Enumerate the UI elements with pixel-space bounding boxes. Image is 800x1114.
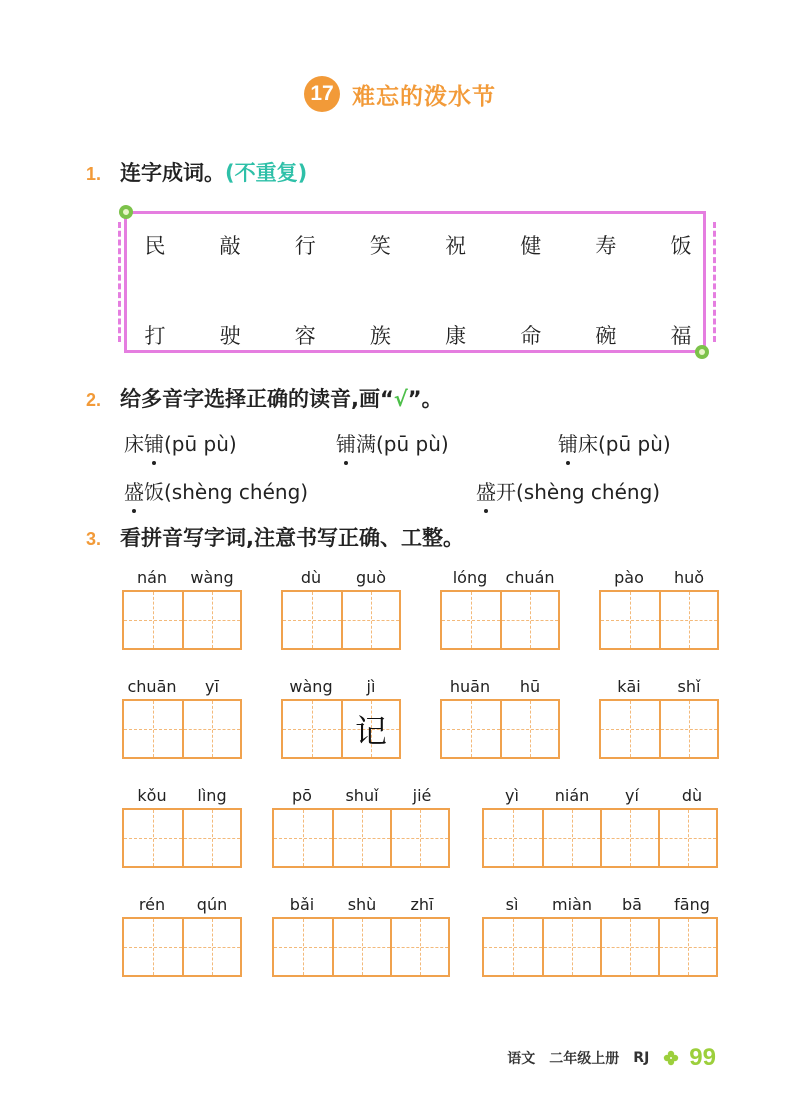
written-character: [274, 810, 332, 866]
question-note: (不重复): [225, 161, 308, 185]
writing-cell[interactable]: [600, 810, 658, 866]
marked-character: 铺: [558, 428, 578, 457]
character-item[interactable]: 康: [445, 324, 467, 348]
writing-cell[interactable]: [182, 810, 240, 866]
marked-character: 铺: [144, 428, 164, 457]
question-number: 2.: [86, 390, 102, 410]
writing-cell[interactable]: [124, 919, 182, 975]
writing-cell[interactable]: [658, 919, 716, 975]
pinyin-row: [122, 568, 242, 587]
written-character: [184, 592, 240, 648]
writing-grid: [272, 917, 450, 977]
lesson-title: 难忘的泼水节: [352, 83, 496, 110]
writing-cell[interactable]: [124, 592, 182, 648]
character-item[interactable]: 民: [144, 234, 166, 258]
question-number: 1.: [86, 164, 102, 184]
writing-cell[interactable]: [659, 592, 717, 648]
character-item[interactable]: 行: [294, 234, 316, 258]
written-character: [334, 919, 390, 975]
pinyin-syllable: jì: [366, 677, 376, 696]
pinyin-syllable: dù: [300, 568, 322, 587]
pinyin-syllable: yí: [625, 786, 639, 805]
question-number: 3.: [86, 529, 102, 549]
writing-cell[interactable]: [182, 919, 240, 975]
pinyin-row: [122, 677, 242, 696]
written-character: [544, 919, 600, 975]
pinyin-syllable: nán: [136, 568, 168, 587]
pinyin-syllable: miàn: [552, 895, 592, 914]
pinyin-row: [122, 786, 242, 805]
written-character: [392, 919, 448, 975]
written-character: [602, 919, 658, 975]
pinyin-syllable: huǒ: [673, 568, 705, 587]
writing-cell[interactable]: [332, 919, 390, 975]
written-character: [660, 919, 716, 975]
pinyin-syllable: nián: [554, 786, 590, 805]
written-character: [661, 592, 717, 648]
writing-cell[interactable]: [600, 919, 658, 975]
pinyin-row: [122, 895, 242, 914]
character-item[interactable]: 笑: [369, 234, 391, 258]
pinyin-syllable: hū: [519, 677, 541, 696]
marked-character: 盛: [476, 476, 496, 505]
pinyin-syllable: kǒu: [137, 786, 167, 805]
writing-grid: [482, 917, 718, 977]
pinyin-options[interactable]: (pū pù): [164, 432, 237, 456]
question-2-heading: [86, 383, 443, 413]
page-title: [0, 76, 800, 112]
writing-grid: [122, 590, 242, 650]
character-item[interactable]: 族: [369, 324, 391, 348]
character-item[interactable]: 驶: [219, 324, 241, 348]
writing-cell[interactable]: [341, 592, 399, 648]
pinyin-options[interactable]: (shèng chéng): [164, 480, 309, 504]
written-character: [602, 810, 658, 866]
writing-cell[interactable]: [182, 701, 240, 757]
written-character: [502, 701, 558, 757]
pinyin-syllable: guò: [355, 568, 387, 587]
pinyin-syllable: yì: [505, 786, 519, 805]
question-1-heading: [86, 157, 307, 187]
pinyin-syllable: pō: [292, 786, 312, 805]
writing-grid: [482, 808, 718, 868]
flower-icon: [118, 204, 134, 220]
writing-cell[interactable]: [390, 919, 448, 975]
pinyin-syllable: bǎi: [289, 895, 315, 914]
writing-grid: [272, 808, 450, 868]
footer-subject: 语文: [507, 1051, 536, 1067]
pronunciation-item: 铺床(pū pù): [558, 428, 671, 457]
pinyin-row: [281, 677, 401, 696]
written-character: [601, 592, 659, 648]
pinyin-row: [281, 568, 401, 587]
character-item[interactable]: 容: [294, 324, 316, 348]
writing-cell[interactable]: [332, 810, 390, 866]
pinyin-row: [482, 895, 722, 914]
pinyin-syllable: zhī: [410, 895, 434, 914]
written-character: [334, 810, 390, 866]
character-row-top: [140, 230, 696, 260]
writing-grid: [122, 917, 242, 977]
writing-grid: [440, 699, 560, 759]
pinyin-syllable: fāng: [674, 895, 710, 914]
pinyin-syllable: huān: [449, 677, 491, 696]
footer-edition: RJ: [633, 1050, 650, 1066]
writing-grid: [281, 699, 401, 759]
flower-icon: [694, 344, 710, 360]
pinyin-options[interactable]: (shèng chéng): [516, 480, 661, 504]
pinyin-syllable: shǐ: [677, 677, 701, 696]
writing-cell[interactable]: [500, 592, 558, 648]
written-character: [124, 810, 182, 866]
character-item[interactable]: 打: [144, 324, 166, 348]
lesson-number-badge: 17: [304, 76, 340, 112]
written-character: [124, 701, 182, 757]
writing-cell[interactable]: [601, 701, 659, 757]
pronunciation-item: 盛开(shèng chéng): [476, 476, 660, 505]
check-icon: √: [393, 387, 408, 411]
character-row-bottom: [140, 320, 696, 350]
pinyin-syllable: sì: [505, 895, 519, 914]
written-character: [484, 919, 542, 975]
writing-cell[interactable]: [542, 919, 600, 975]
written-character: [502, 592, 558, 648]
pinyin-syllable: lóng: [452, 568, 488, 587]
written-character: [283, 701, 341, 757]
question-instruction: 看拼音写字词,注意书写正确、工整。: [120, 526, 464, 550]
writing-cell[interactable]: [341, 701, 399, 757]
writing-grid: [440, 590, 560, 650]
written-character: [343, 592, 399, 648]
written-character: [124, 919, 182, 975]
pinyin-syllable: bā: [622, 895, 642, 914]
pinyin-syllable: wàng: [190, 568, 234, 587]
character-item[interactable]: 饭: [670, 234, 692, 258]
pinyin-row: [599, 677, 719, 696]
pinyin-row: [272, 895, 452, 914]
writing-grid: [599, 699, 719, 759]
clover-icon: [663, 1050, 679, 1066]
footer-grade: 二年级上册: [549, 1051, 620, 1067]
writing-cell[interactable]: [658, 810, 716, 866]
pinyin-syllable: pào: [614, 568, 644, 587]
written-character: [124, 592, 182, 648]
writing-cell[interactable]: [283, 592, 341, 648]
written-character: [283, 592, 341, 648]
pronunciation-item: 床铺(pū pù): [124, 428, 237, 457]
writing-grid: [281, 590, 401, 650]
pinyin-syllable: dù: [681, 786, 703, 805]
written-character: 记: [354, 712, 387, 750]
writing-cell[interactable]: [659, 701, 717, 757]
pinyin-options[interactable]: (pū pù): [376, 432, 449, 456]
character-item[interactable]: 命: [520, 324, 542, 348]
character-item[interactable]: 祝: [445, 234, 467, 258]
pinyin-syllable: chuán: [505, 568, 555, 587]
writing-cell[interactable]: [500, 701, 558, 757]
pinyin-syllable: qún: [196, 895, 228, 914]
written-character: [544, 810, 600, 866]
writing-cell[interactable]: [283, 701, 341, 757]
character-item[interactable]: 寿: [595, 234, 617, 258]
character-item[interactable]: 碗: [595, 324, 617, 348]
pinyin-syllable: wàng: [289, 677, 333, 696]
pronunciation-item: 盛饭(shèng chéng): [124, 476, 308, 505]
writing-cell[interactable]: [484, 810, 542, 866]
question-instruction: 给多音字选择正确的读音,画“: [120, 387, 394, 411]
page-number: 99: [689, 1044, 716, 1071]
pinyin-syllable: kāi: [617, 677, 641, 696]
pinyin-row: [440, 568, 560, 587]
written-character: [184, 701, 240, 757]
written-character: [661, 701, 717, 757]
marked-character: 铺: [336, 428, 356, 457]
pinyin-row: [482, 786, 722, 805]
writing-cell[interactable]: [484, 919, 542, 975]
writing-cell[interactable]: [390, 810, 448, 866]
writing-cell[interactable]: [601, 592, 659, 648]
character-item[interactable]: 敲: [219, 234, 241, 258]
pinyin-syllable: shuǐ: [345, 786, 379, 805]
pinyin-row: [599, 568, 719, 587]
writing-cell[interactable]: [124, 701, 182, 757]
writing-cell[interactable]: [274, 919, 332, 975]
written-character: [184, 919, 240, 975]
written-character: [442, 701, 500, 757]
pinyin-syllable: yī: [205, 677, 219, 696]
pinyin-syllable: chuān: [127, 677, 177, 696]
writing-grid: [122, 808, 242, 868]
writing-grid: [122, 699, 242, 759]
writing-cell[interactable]: [542, 810, 600, 866]
written-character: [442, 592, 500, 648]
pinyin-syllable: lìng: [197, 786, 227, 805]
character-item[interactable]: 福: [670, 324, 692, 348]
pinyin-syllable: rén: [138, 895, 166, 914]
writing-cell[interactable]: [274, 810, 332, 866]
pinyin-row: [272, 786, 452, 805]
pronunciation-item: 铺满(pū pù): [336, 428, 449, 457]
writing-cell[interactable]: [442, 592, 500, 648]
writing-grid: [599, 590, 719, 650]
pinyin-row: [440, 677, 560, 696]
question-instruction: 连字成词。: [120, 161, 225, 185]
written-character: [484, 810, 542, 866]
character-item[interactable]: 健: [520, 234, 542, 258]
writing-cell[interactable]: [182, 592, 240, 648]
written-character: [660, 810, 716, 866]
question-instruction-end: ”。: [407, 387, 443, 411]
written-character: [274, 919, 332, 975]
written-character: [392, 810, 448, 866]
writing-cell[interactable]: [124, 810, 182, 866]
page-footer: [507, 1044, 716, 1072]
pinyin-options[interactable]: (pū pù): [598, 432, 671, 456]
box-edge-decoration: [705, 222, 716, 342]
pinyin-syllable: jié: [412, 786, 432, 805]
writing-cell[interactable]: [442, 701, 500, 757]
written-character: [184, 810, 240, 866]
question-3-heading: [86, 522, 464, 552]
written-character: [601, 701, 659, 757]
pinyin-syllable: shù: [347, 895, 377, 914]
marked-character: 盛: [124, 476, 144, 505]
